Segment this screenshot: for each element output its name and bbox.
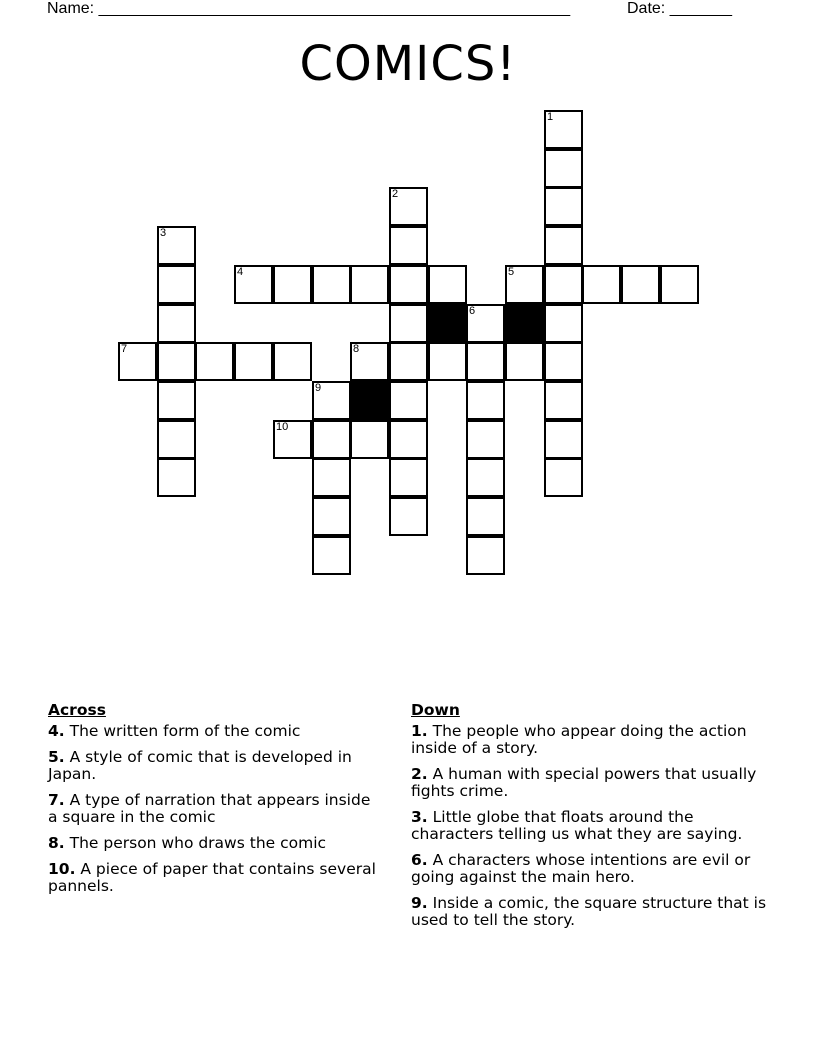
- clue-text: The written form of the comic: [69, 722, 301, 740]
- grid-cell[interactable]: [389, 226, 428, 265]
- grid-cell[interactable]: [312, 420, 351, 459]
- grid-cell[interactable]: [544, 110, 583, 149]
- clue-across-7: [48, 792, 383, 826]
- grid-cell[interactable]: [466, 420, 505, 459]
- grid-cell[interactable]: [350, 420, 389, 459]
- grid-cell[interactable]: [157, 381, 196, 420]
- grid-cell[interactable]: [428, 342, 467, 381]
- clue-text: A style of comic that is developed in Japan.: [48, 748, 352, 783]
- grid-cell[interactable]: [273, 342, 312, 381]
- clue-number: 7.: [48, 791, 65, 809]
- cell-number: 5: [508, 266, 515, 278]
- name-field: Name: _____________________________________________________: [47, 0, 571, 17]
- grid-cell[interactable]: [389, 265, 428, 304]
- grid-cell[interactable]: [273, 265, 312, 304]
- clue-number: 5.: [48, 748, 65, 766]
- grid-cell[interactable]: [466, 536, 505, 575]
- grid-cell[interactable]: [428, 265, 467, 304]
- grid-cell[interactable]: [195, 342, 234, 381]
- grid-cell[interactable]: [389, 342, 428, 381]
- grid-cell[interactable]: [389, 187, 428, 226]
- grid-cell[interactable]: [505, 265, 544, 304]
- grid-cell[interactable]: [312, 265, 351, 304]
- grid-cell[interactable]: [157, 342, 196, 381]
- clue-text: A type of narration that appears inside a square in the comic: [48, 791, 371, 826]
- grid-cell[interactable]: [544, 342, 583, 381]
- grid-cell[interactable]: [389, 420, 428, 459]
- clue-text: Little globe that floats around the characters telling us what they are saying.: [411, 808, 743, 843]
- clue-number: 8.: [48, 834, 65, 852]
- grid-cell[interactable]: [312, 497, 351, 536]
- cell-number: 8: [353, 343, 360, 355]
- grid-cell[interactable]: [389, 497, 428, 536]
- clue-down-3: [411, 809, 771, 843]
- grid-cell[interactable]: [544, 420, 583, 459]
- clue-number: 9.: [411, 894, 428, 912]
- across-clues: [48, 702, 383, 904]
- date-field: Date: _______: [627, 0, 732, 17]
- down-heading: Down: [411, 701, 460, 719]
- clue-text: A human with special powers that usually fights crime.: [411, 765, 757, 800]
- page-title: COMICS!: [299, 36, 517, 92]
- grid-cell[interactable]: [157, 458, 196, 497]
- grid-cell[interactable]: [466, 304, 505, 343]
- grid-cell[interactable]: [157, 265, 196, 304]
- grid-cell[interactable]: [312, 381, 351, 420]
- clue-across-8: [48, 835, 383, 852]
- clue-text: The people who appear doing the action inside of a story.: [411, 722, 747, 757]
- cell-number: 2: [392, 188, 399, 200]
- clue-down-2: [411, 766, 771, 800]
- clue-number: 10.: [48, 860, 76, 878]
- grid-cell[interactable]: [544, 381, 583, 420]
- black-square: [428, 304, 467, 343]
- grid-cell[interactable]: [544, 304, 583, 343]
- grid-cell[interactable]: [157, 304, 196, 343]
- cell-number: 4: [237, 266, 244, 278]
- cell-number: 10: [276, 421, 289, 433]
- clue-number: 4.: [48, 722, 65, 740]
- grid-cell[interactable]: [389, 381, 428, 420]
- grid-cell[interactable]: [157, 226, 196, 265]
- grid-cell[interactable]: [350, 342, 389, 381]
- grid-cell[interactable]: [544, 226, 583, 265]
- black-square: [350, 381, 389, 420]
- clue-down-9: [411, 895, 771, 929]
- clue-text: Inside a comic, the square structure that is used to tell the story.: [411, 894, 767, 929]
- clue-down-6: [411, 852, 771, 886]
- grid-cell[interactable]: [389, 304, 428, 343]
- grid-cell[interactable]: [544, 265, 583, 304]
- grid-cell[interactable]: [234, 265, 273, 304]
- grid-cell[interactable]: [544, 458, 583, 497]
- cell-number: 1: [547, 111, 554, 123]
- grid-cell[interactable]: [389, 458, 428, 497]
- grid-cell[interactable]: [505, 342, 544, 381]
- grid-cell[interactable]: [582, 265, 621, 304]
- grid-cell[interactable]: [273, 420, 312, 459]
- grid-cell[interactable]: [466, 381, 505, 420]
- grid-cell[interactable]: [157, 420, 196, 459]
- clue-across-10: [48, 861, 383, 895]
- grid-cell[interactable]: [544, 187, 583, 226]
- clue-text: A piece of paper that contains several pannels.: [48, 860, 376, 895]
- down-clues: [411, 702, 771, 938]
- grid-cell[interactable]: [544, 149, 583, 188]
- grid-cell[interactable]: [312, 458, 351, 497]
- clue-down-1: [411, 723, 771, 757]
- cell-number: 3: [160, 227, 167, 239]
- clue-number: 2.: [411, 765, 428, 783]
- black-square: [505, 304, 544, 343]
- clue-number: 3.: [411, 808, 428, 826]
- clue-across-4: [48, 723, 383, 740]
- grid-cell[interactable]: [621, 265, 660, 304]
- clue-text: A characters whose intentions are evil or going against the main hero.: [411, 851, 751, 886]
- cell-number: 6: [469, 305, 476, 317]
- clue-number: 1.: [411, 722, 428, 740]
- grid-cell[interactable]: [118, 342, 157, 381]
- clue-across-5: [48, 749, 383, 783]
- cell-number: 9: [315, 382, 322, 394]
- across-heading: Across: [48, 701, 106, 719]
- clue-number: 6.: [411, 851, 428, 869]
- grid-cell[interactable]: [312, 536, 351, 575]
- grid-cell[interactable]: [466, 497, 505, 536]
- grid-cell[interactable]: [234, 342, 273, 381]
- cell-number: 7: [121, 343, 128, 355]
- grid-cell[interactable]: [350, 265, 389, 304]
- grid-cell[interactable]: [466, 458, 505, 497]
- clue-text: The person who draws the comic: [69, 834, 327, 852]
- grid-cell[interactable]: [660, 265, 699, 304]
- grid-cell[interactable]: [466, 342, 505, 381]
